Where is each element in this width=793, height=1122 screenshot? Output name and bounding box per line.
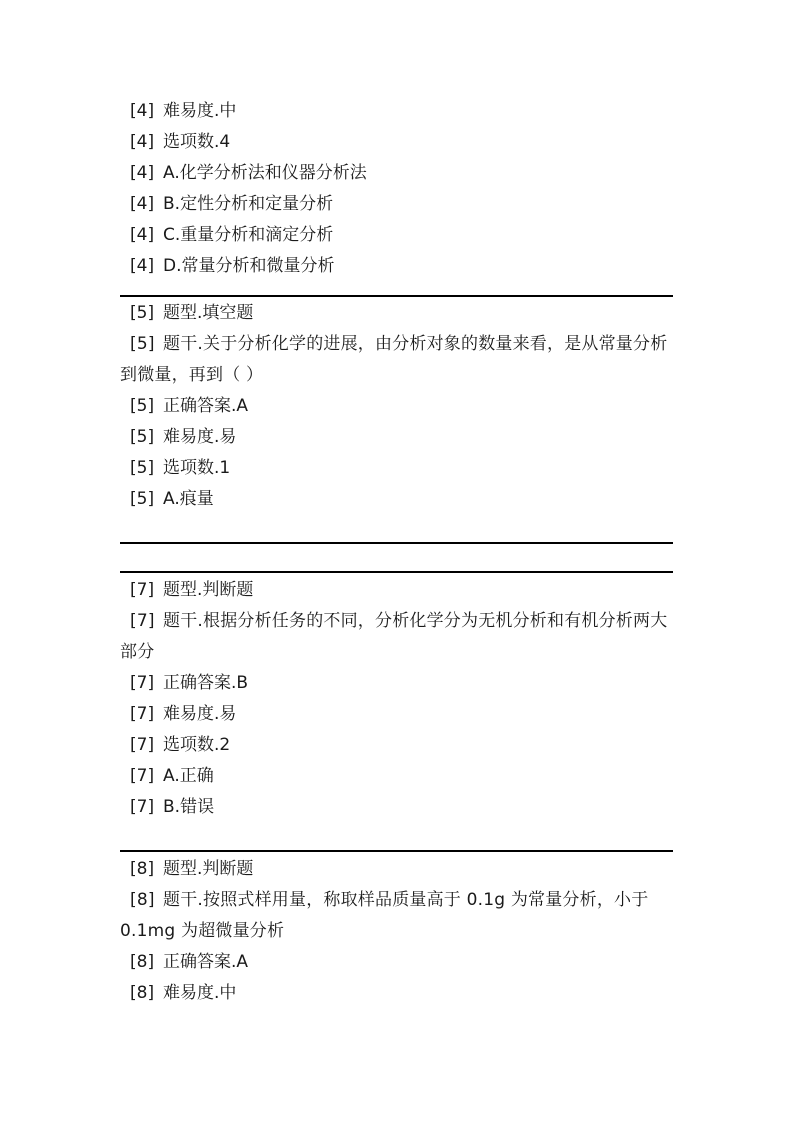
q7-option-b-text: B.错误 (163, 797, 215, 817)
q8-number: [8] (130, 983, 155, 1003)
q4-number: [4] (130, 194, 155, 214)
q4-option-b-text: B.定性分析和定量分析 (163, 194, 334, 214)
q5-number: [5] (130, 489, 155, 509)
q7-answer-text: 正确答案.B (163, 673, 249, 693)
q4-option-count-text: 选项数.4 (163, 132, 231, 152)
q5-number: [5] (130, 396, 155, 416)
q7-number: [7] (130, 797, 155, 817)
q4-number: [4] (130, 225, 155, 245)
question-7 (120, 575, 673, 823)
q4-option-b (120, 189, 673, 220)
q8-stem (120, 885, 673, 947)
q4-option-count (120, 127, 673, 158)
q5-option-a (120, 484, 673, 515)
q7-number: [7] (130, 704, 155, 724)
q5-type (120, 298, 673, 329)
divider (120, 542, 673, 544)
q4-difficulty (120, 96, 673, 127)
q5-stem-text: 题干.关于分析化学的进展，由分析对象的数量来看，是从常量分析到微量，再到（ ） (120, 334, 668, 385)
q7-difficulty (120, 699, 673, 730)
q4-number: [4] (130, 256, 155, 276)
q5-difficulty (120, 422, 673, 453)
divider (120, 295, 673, 297)
q7-number: [7] (130, 580, 155, 600)
divider (120, 571, 673, 573)
question-8 (120, 854, 673, 1009)
q7-number: [7] (130, 766, 155, 786)
q8-type (120, 854, 673, 885)
q4-number: [4] (130, 163, 155, 183)
question-5 (120, 298, 673, 515)
q5-option-count (120, 453, 673, 484)
q5-answer-text: 正确答案.A (163, 396, 249, 416)
q5-type-text: 题型.填空题 (163, 303, 254, 323)
q7-option-count (120, 730, 673, 761)
q8-number: [8] (130, 952, 155, 972)
q7-stem-text: 题干.根据分析任务的不同，分析化学分为无机分析和有机分析两大部分 (120, 611, 668, 662)
q8-answer (120, 947, 673, 978)
q8-difficulty (120, 978, 673, 1009)
q8-stem-text: 题干.按照式样用量，称取样品质量高于 0.1g 为常量分析，小于 0.1mg 为超微量分析 (120, 890, 649, 941)
q7-number: [7] (130, 735, 155, 755)
q5-answer (120, 391, 673, 422)
q7-number: [7] (130, 611, 155, 631)
q4-difficulty-text: 难易度.中 (163, 101, 237, 121)
q7-stem (120, 606, 673, 668)
q5-number: [5] (130, 303, 155, 323)
q4-option-a (120, 158, 673, 189)
q8-type-text: 题型.判断题 (163, 859, 254, 879)
q8-answer-text: 正确答案.A (163, 952, 249, 972)
q4-option-d (120, 251, 673, 282)
q4-option-a-text: A.化学分析法和仪器分析法 (163, 163, 367, 183)
q7-option-b (120, 792, 673, 823)
q7-option-a (120, 761, 673, 792)
q8-number: [8] (130, 890, 155, 910)
q4-option-d-text: D.常量分析和微量分析 (163, 256, 335, 276)
q8-difficulty-text: 难易度.中 (163, 983, 237, 1003)
q5-number: [5] (130, 427, 155, 447)
q5-option-count-text: 选项数.1 (163, 458, 231, 478)
q8-number: [8] (130, 859, 155, 879)
q7-type (120, 575, 673, 606)
q4-option-c-text: C.重量分析和滴定分析 (163, 225, 334, 245)
question-4 (120, 96, 673, 282)
q5-difficulty-text: 难易度.易 (163, 427, 237, 447)
q7-difficulty-text: 难易度.易 (163, 704, 237, 724)
q5-number: [5] (130, 334, 155, 354)
divider (120, 850, 673, 852)
q4-number: [4] (130, 101, 155, 121)
q4-option-c (120, 220, 673, 251)
document-page (120, 96, 673, 1009)
q5-option-a-text: A.痕量 (163, 489, 214, 509)
q7-number: [7] (130, 673, 155, 693)
q4-number: [4] (130, 132, 155, 152)
q5-number: [5] (130, 458, 155, 478)
q7-option-a-text: A.正确 (163, 766, 214, 786)
q7-option-count-text: 选项数.2 (163, 735, 231, 755)
q7-answer (120, 668, 673, 699)
q7-type-text: 题型.判断题 (163, 580, 254, 600)
q5-stem (120, 329, 673, 391)
